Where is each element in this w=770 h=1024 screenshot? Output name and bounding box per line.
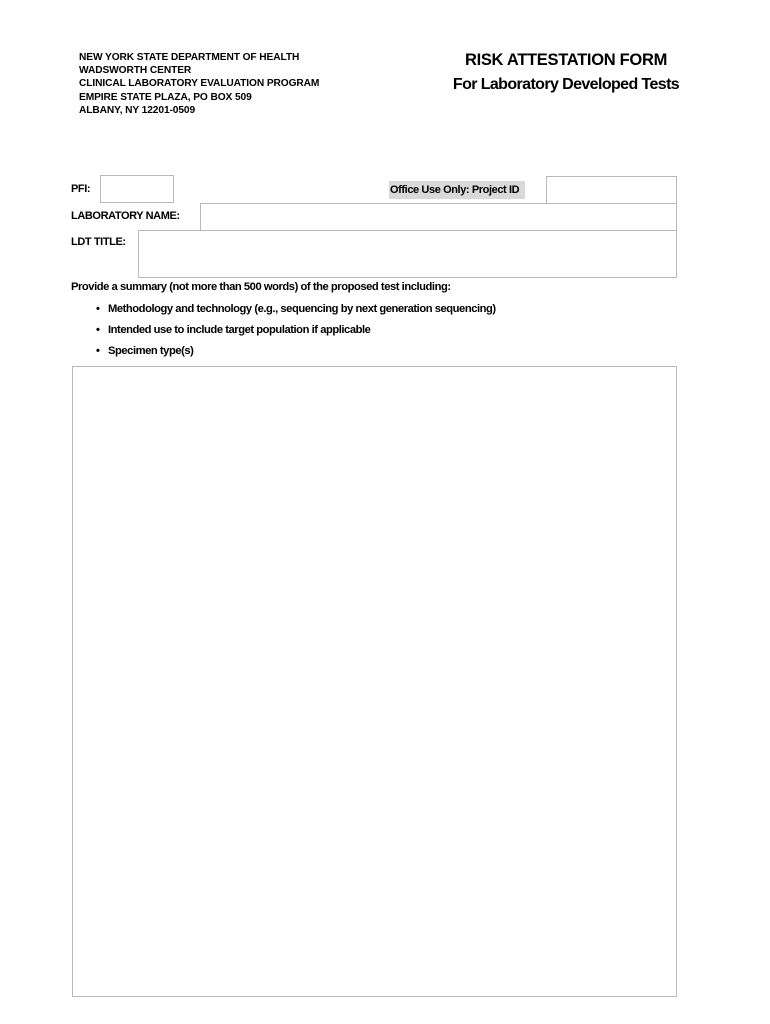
bullet-icon: •: [96, 303, 100, 315]
summary-text-area[interactable]: [72, 366, 677, 997]
bullet-text: Specimen type(s): [108, 345, 194, 357]
list-item: [96, 321, 496, 342]
agency-line: EMPIRE STATE PLAZA, PO BOX 509: [79, 91, 252, 103]
list-item: [96, 342, 496, 363]
list-item: [96, 300, 496, 321]
bullet-text: Intended use to include target population if applicable: [108, 324, 371, 336]
form-title-line-1: RISK ATTESTATION FORM: [464, 51, 668, 69]
project-id-field[interactable]: [546, 176, 677, 204]
bullet-icon: •: [96, 324, 100, 336]
ldt-title-label: LDT TITLE:: [71, 236, 126, 248]
ldt-title-field[interactable]: [138, 230, 677, 278]
office-use-label: Office Use Only: Project ID: [389, 181, 525, 199]
agency-line: ALBANY, NY 12201-0509: [79, 104, 196, 116]
bullet-text: Methodology and technology (e.g., sequencing by next generation sequencing): [108, 303, 496, 315]
form-title: [420, 48, 712, 98]
summary-instructions: Provide a summary (not more than 500 words) of the proposed test including:: [71, 281, 451, 293]
pfi-label: PFI:: [71, 183, 91, 195]
summary-bullet-list: [96, 300, 496, 363]
agency-address-block: [79, 51, 319, 117]
bullet-icon: •: [96, 345, 100, 357]
agency-line: CLINICAL LABORATORY EVALUATION PROGRAM: [79, 78, 320, 90]
pfi-field[interactable]: [100, 175, 174, 203]
agency-line: WADSWORTH CENTER: [79, 65, 192, 77]
laboratory-name-label: LABORATORY NAME:: [71, 210, 180, 222]
form-title-line-2: For Laboratory Developed Tests: [452, 76, 680, 93]
agency-line: NEW YORK STATE DEPARTMENT OF HEALTH: [79, 52, 300, 63]
laboratory-name-field[interactable]: [200, 203, 677, 231]
